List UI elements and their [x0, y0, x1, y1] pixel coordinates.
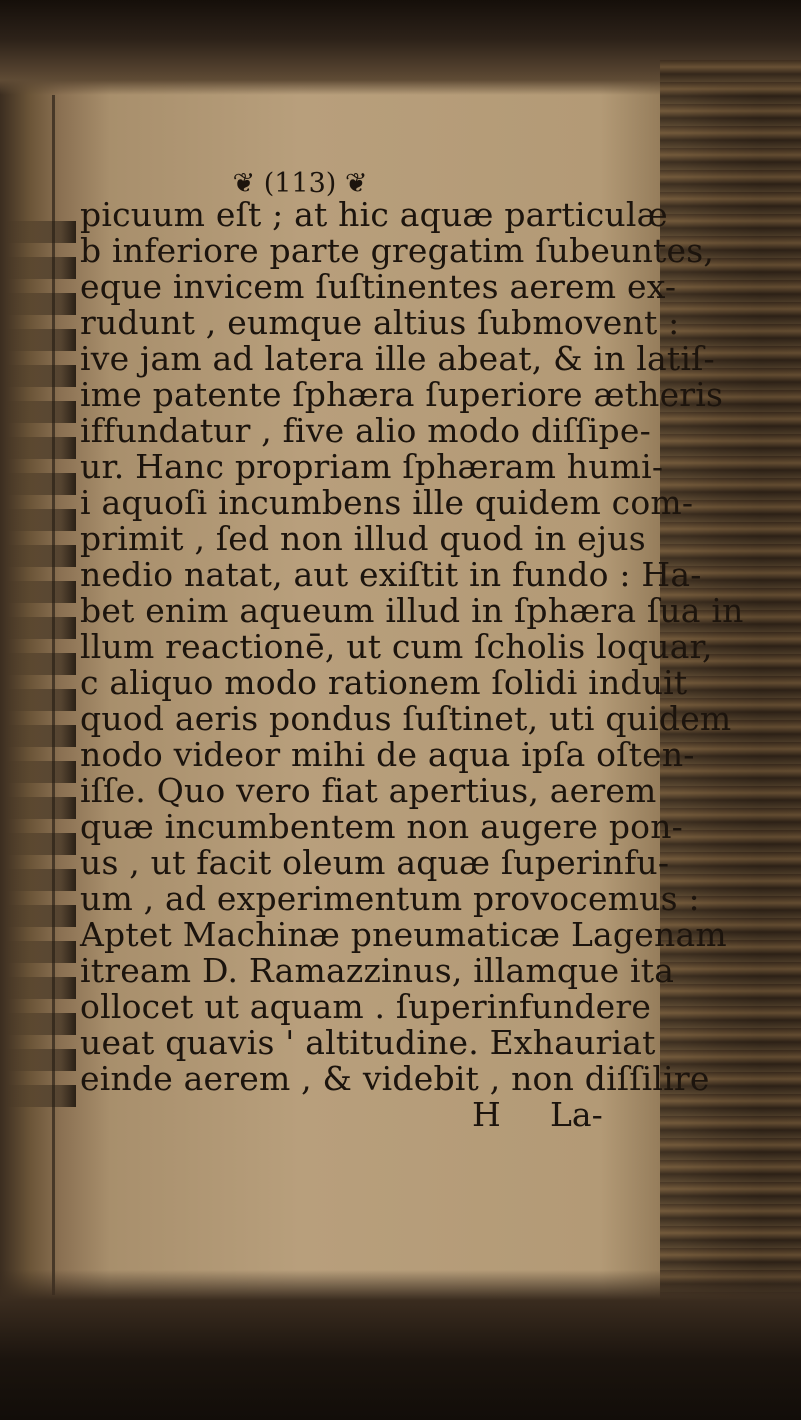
left-margin-letter-fragments — [6, 205, 84, 1105]
bottom-dark-edge — [0, 1270, 801, 1420]
text-line-5: ive jam ad latera ille abeat, & in latiſ- — [80, 339, 715, 378]
text-line-16: nodo videor mihi de aqua ipſa oſten- — [80, 735, 695, 774]
page-number-header: ❦ (113) ❦ — [232, 168, 368, 199]
text-line-2: b inferiore parte gregatim ſubeuntes, — [80, 231, 715, 270]
text-line-13: llum reactionē, ut cum ſcholis loquar, — [80, 627, 713, 666]
text-line-18: quæ incumbentem non augere pon- — [80, 807, 684, 846]
text-line-17: iſſe. Quo vero fiat apertius, aerem — [80, 771, 657, 810]
text-line-22: itream D. Ramazzinus, illamque ita — [80, 951, 675, 990]
text-line-20: um , ad experimentum provocemus : — [80, 879, 700, 918]
text-line-12: bet enim aqueum illud in ſphæra ſua in — [80, 591, 744, 630]
signature-catchword-line — [80, 1095, 660, 1135]
text-line-25: einde aerem , & videbit , non diſſilire — [80, 1059, 710, 1098]
text-line-7: iffundatur , five alio modo diſſipe- — [80, 411, 651, 450]
text-line-9: i aquoſi incumbens ille quidem com- — [80, 483, 694, 522]
text-line-11: nedio natat, aut exiſtit in fundo : Ha- — [80, 555, 702, 594]
text-line-23: ollocet ut aquam . ſuperinfundere — [80, 987, 652, 1026]
text-line-6: ime patente ſphæra ſuperiore ætheris — [80, 375, 724, 414]
text-line-15: quod aeris pondus ſuſtinet, uti quidem — [80, 699, 732, 738]
text-line-24: ueat quavis ' altitudine. Exhauriat — [80, 1023, 656, 1062]
text-line-8: ur. Hanc propriam ſphæram humi- — [80, 447, 664, 486]
text-line-3: eque invicem ſuſtinentes aerem ex- — [80, 267, 677, 306]
signature-mark: H — [472, 1095, 501, 1134]
text-line-10: primit , ſed non illud quod in ejus — [80, 519, 646, 558]
catchword: La- — [550, 1095, 603, 1134]
text-line-4: rudunt , eumque altius ſubmovent : — [80, 303, 680, 342]
text-line-1: picuum eſt ; at hic aquæ particulæ — [80, 195, 668, 234]
text-line-14: c aliquo modo rationem ſolidi induit — [80, 663, 688, 702]
text-line-21: Aptet Machinæ pneumaticæ Lagenam — [80, 915, 727, 954]
text-line-19: us , ut facit oleum aquæ ſuperinfu- — [80, 843, 670, 882]
